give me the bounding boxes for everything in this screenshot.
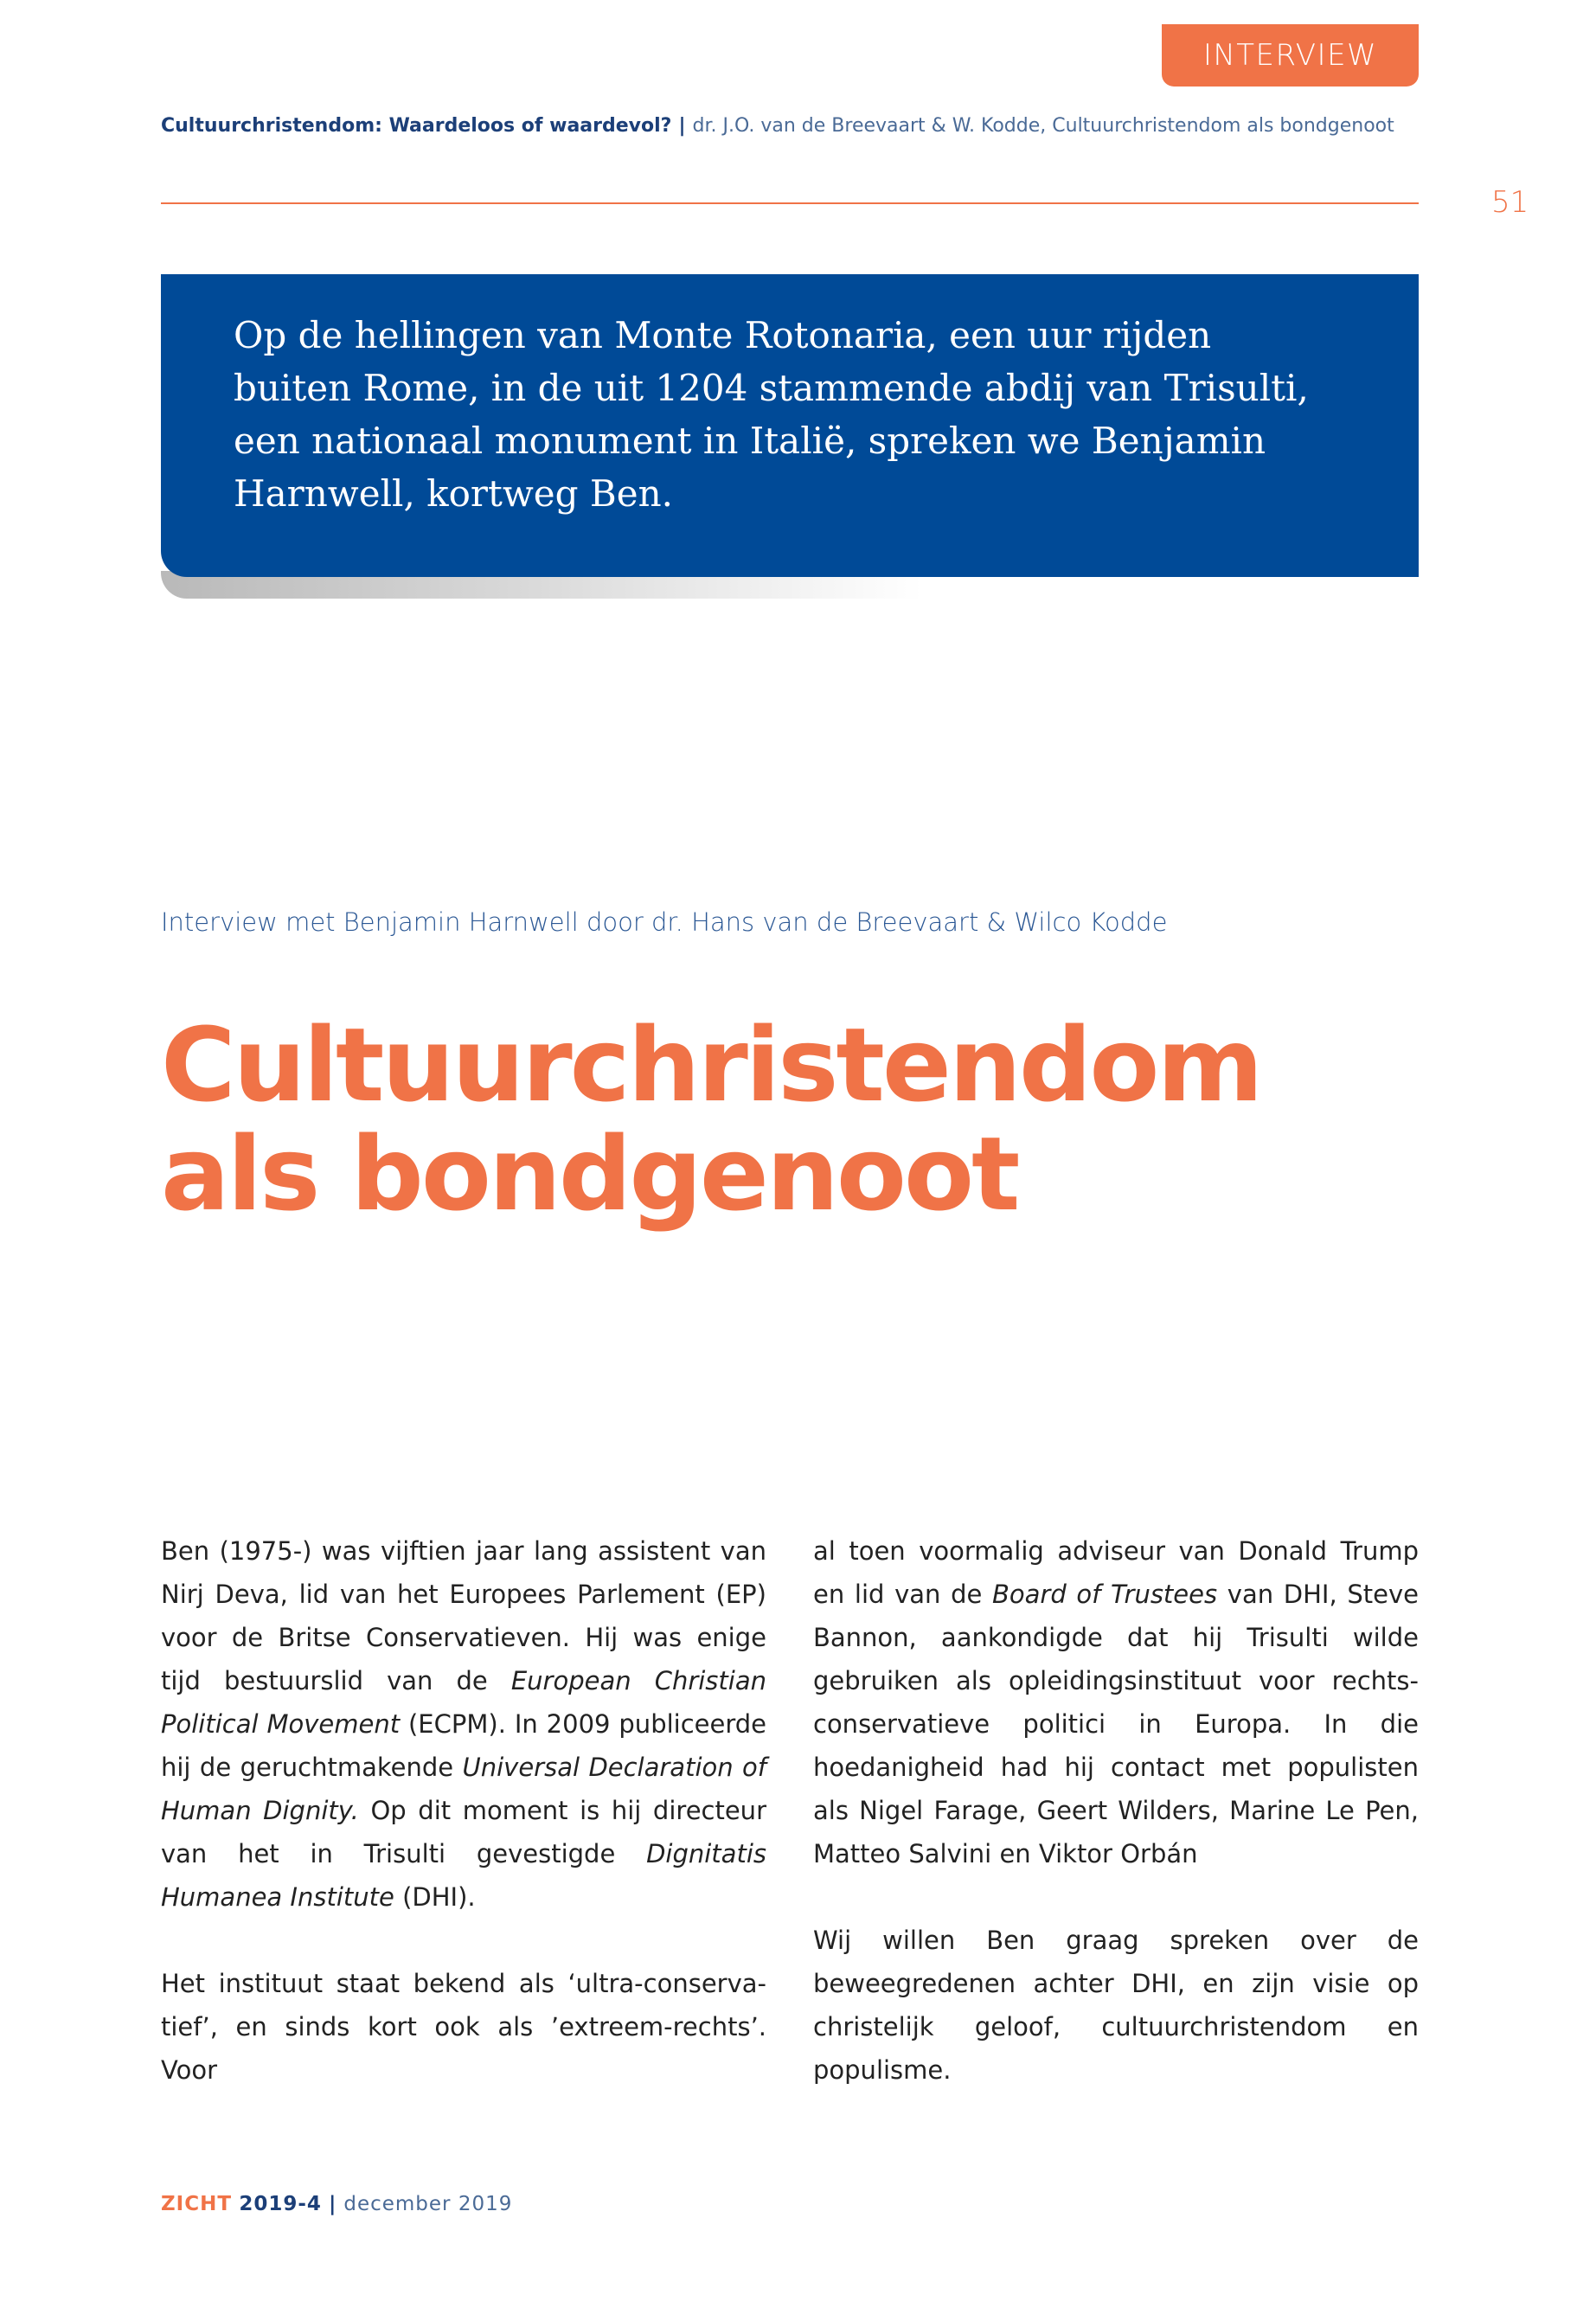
article-reference: dr. J.O. van de Breevaart & W. Kodde, Cultuurchristendom als bondgenoot <box>692 115 1394 137</box>
running-head-separator: | <box>678 115 686 137</box>
magazine-name: ZICHT <box>161 2193 233 2215</box>
p1-italic-ecpm: European Christian Political Movement <box>161 1666 766 1739</box>
title-line-1: Cultuurchristendom <box>161 1005 1261 1125</box>
series-title: Cultuurchristendom: Waardeloos of waardevol? <box>161 115 672 137</box>
p1-text-4: (DHI). <box>394 1882 476 1912</box>
p1-text-3: Op dit moment is hij directeur van het in Trisulti gevestigde <box>161 1796 766 1868</box>
page-number: 51 <box>1491 185 1529 220</box>
p1-text-2: (ECPM). In 2009 publiceerde hij de geruchtmakende <box>161 1709 767 1782</box>
body-paragraph-2-end: al toen voormalig adviseur van Donald Trump en lid van de Board of Trustees van DHI, Steve Bannon, aankondigde dat hij Trisulti wilde gebruiken als opleidingsinstituut voor rechts-conservatieve politici in Europa. In die hoedanigheid had hij contact met populisten als Nigel Farage, Geert Wilders, Marine Le Pen, Matteo Salvini en Viktor Orbán <box>813 1536 1419 1868</box>
title-line-2: als bondgenoot <box>161 1114 1018 1234</box>
body-column-right <box>813 1529 1419 2135</box>
article-title <box>161 1005 1419 1234</box>
header-rule <box>161 202 1419 204</box>
footer <box>161 2191 512 2217</box>
p1-italic-declaration: Universal Declaration of Human Dignity. <box>161 1753 766 1825</box>
issue-date: december 2019 <box>343 2193 513 2215</box>
footer-separator: | <box>328 2193 337 2215</box>
intro-text: Op de hellingen van Monte Rotonaria, een uur rijden buiten Rome, in de uit 1204 stammende abdij van Trisulti, een nationaal monument in Italië, spreken we Benjamin Harnwell, kortweg Ben. <box>234 314 1309 515</box>
body-paragraph-2-start: Het instituut staat bekend als ‘ultra-conservatief’, en sinds kort ook als ’extreem-rechts’. Voor <box>161 1969 766 2085</box>
intro-box <box>161 274 1419 577</box>
issue-number: 2019-4 <box>239 2193 322 2215</box>
body-column-left <box>161 1529 766 2135</box>
p2-italic-board: Board of Trustees <box>992 1580 1218 1609</box>
byline: Interview met Benjamin Harnwell door dr. Hans van de Breevaart & Wilco Kodde <box>161 907 1168 937</box>
p1-italic-institute: Dignitatis Humanea Institute <box>161 1839 766 1912</box>
p1-text-1: Ben (1975-) was vijftien jaar lang assistent van Nirj Deva, lid van het Europees Parlement (EP) voor de Britse Conservatieven. Hij was enige tijd bestuurslid van de <box>161 1536 766 1695</box>
body-paragraph-3: Wij willen Ben graag spreken over de beweegredenen achter DHI, en zijn visie op christelijk geloof, cultuurchristendom en populisme. <box>813 1926 1419 2085</box>
running-head <box>161 113 1419 139</box>
body-paragraph-1 <box>161 1529 766 1919</box>
section-tab: INTERVIEW <box>1162 24 1419 87</box>
